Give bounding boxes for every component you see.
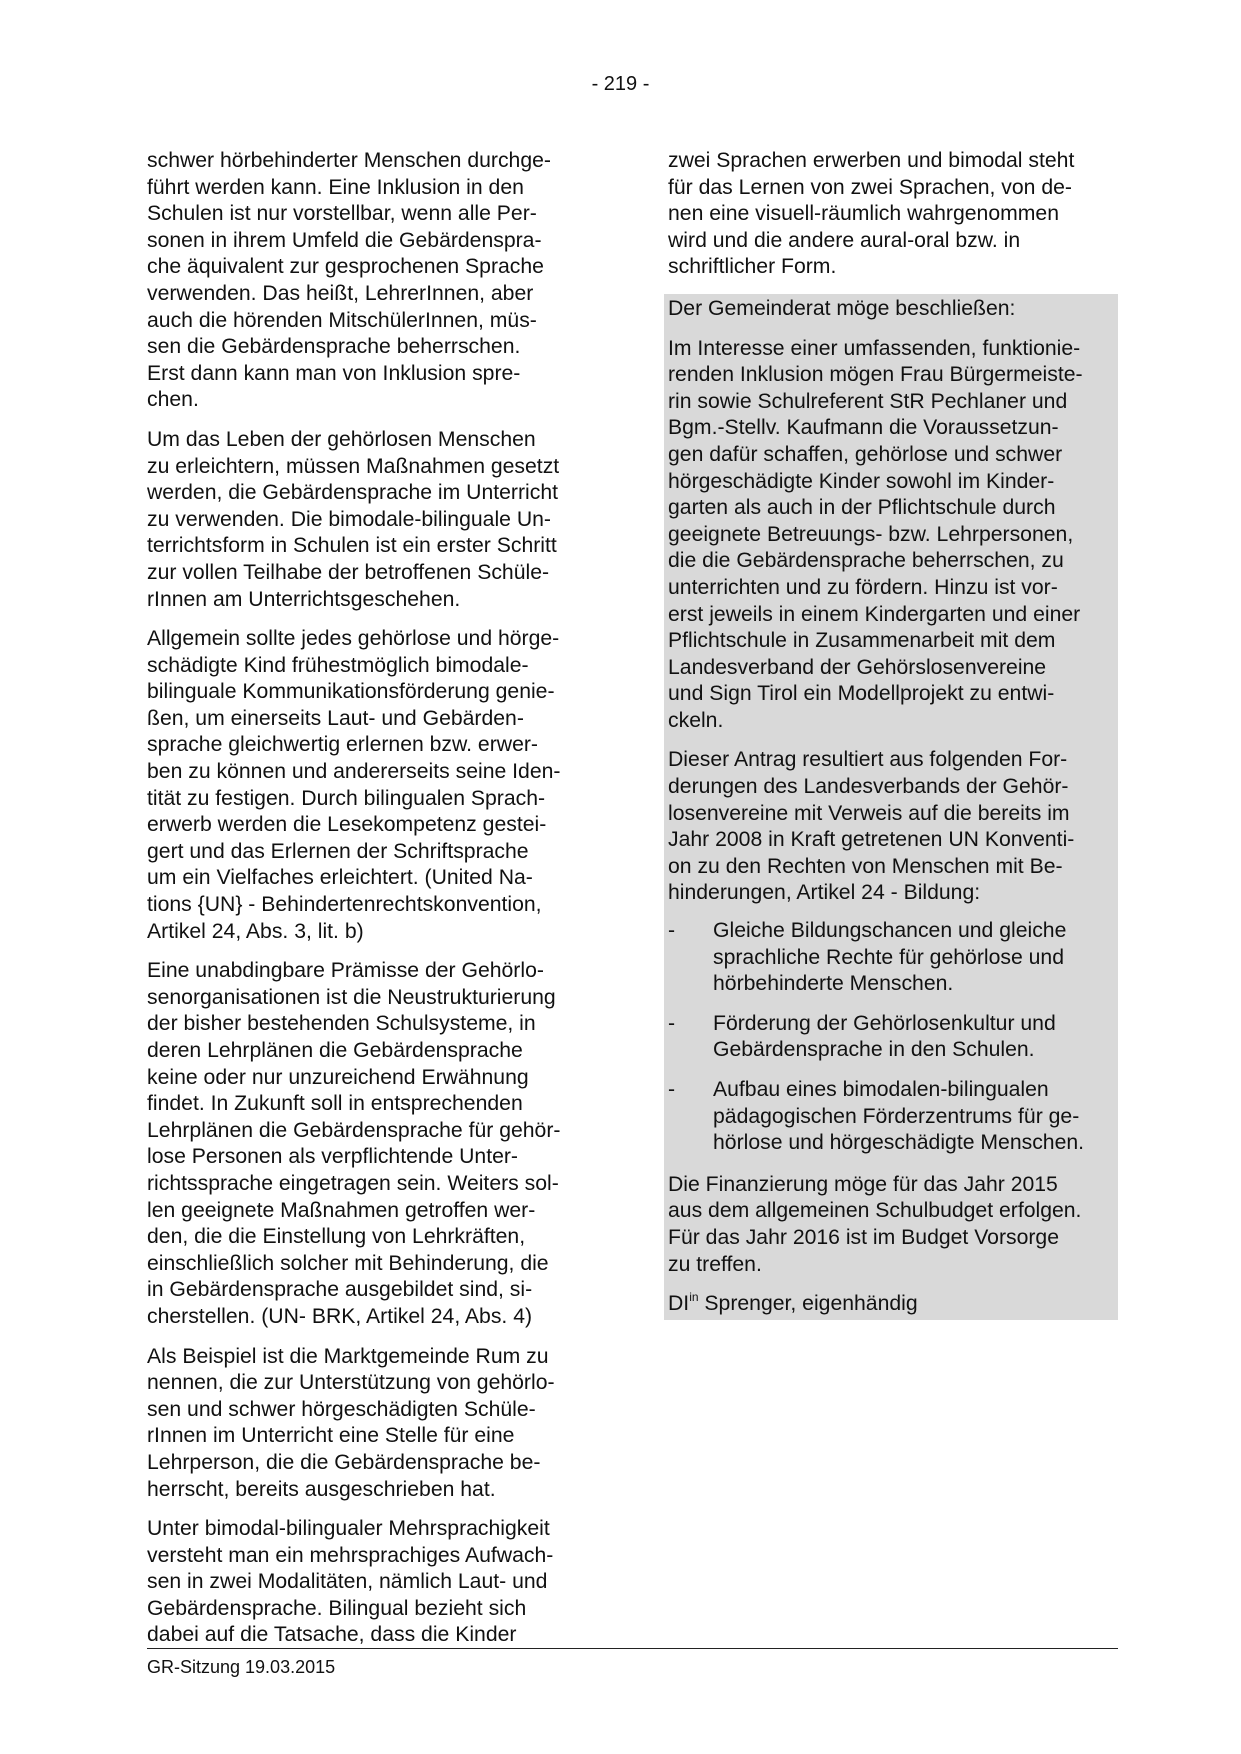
signature [668,1289,1114,1320]
text-line: Artikel 24, Abs. 3, lit. b) [147,919,364,943]
paragraph [147,427,607,613]
text-line: schwer hörbehinderter Menschen durchge- [147,149,551,172]
footer-rule [147,1648,1118,1649]
bullet-dash: - [668,1011,676,1035]
bullet-dash: - [668,919,676,943]
text-line: herrscht, bereits ausgeschrieben hat. [147,1477,496,1501]
text-line: ckeln. [668,708,724,732]
text-line: um ein Vielfaches erleichtert. (United Na- [147,866,533,890]
text-line: gen dafür schaffen, gehörlose und schwer [668,442,1063,466]
text-line: Gebärdensprache in den Schulen. [713,1038,1035,1062]
text-line: sen die Gebärdensprache beherrschen. [147,335,521,359]
text-line: Eine unabdingbare Prämisse der Gehörlo- [147,959,544,983]
left-column [147,148,607,1662]
text-line: derungen des Landesverbands der Gehör- [668,775,1069,799]
footer-session-date: GR-Sitzung 19.03.2015 [147,1657,336,1677]
motion-box [664,294,1118,1320]
text-line: sen und schwer hörgeschädigten Schüle- [147,1397,536,1421]
text-line: der bisher bestehenden Schulsysteme, in [147,1012,536,1036]
text-line: für das Lernen von zwei Sprachen, von de- [668,175,1072,199]
text-line: keine oder nur unzureichend Erwähnung [147,1065,529,1089]
text-line: rin sowie Schulreferent StR Pechlaner und [668,389,1068,413]
list-item-text [713,1077,1114,1157]
text-line: losenvereine mit Verweis auf die bereits im [668,801,1070,825]
text-line: sprachliche Rechte für gehörlose und [713,945,1064,969]
paragraph [147,958,607,1330]
text-line: che äquivalent zur gesprochenen Sprache [147,255,544,279]
text-line: zu erleichtern, müssen Maßnahmen gesetzt [147,454,560,478]
list-item-text [713,918,1114,998]
text-line: dabei auf die Tatsache, dass die Kinder [147,1623,517,1647]
text-line: len geeignete Maßnahmen getroffen wer- [147,1198,536,1222]
motion-resolution [668,334,1114,735]
text-line: schriftlicher Form. [668,255,837,279]
list-item [668,918,1114,998]
text-line: Um das Leben der gehörlosen Menschen [147,427,536,451]
text-line: hörlose und hörgeschädigte Menschen. [713,1131,1085,1155]
signature-text: Sprenger, eigenhändig [698,1292,918,1316]
right-column [668,148,1118,1320]
text-line: führt werden kann. Eine Inklusion in den [147,175,524,199]
text-line: die die Gebärdensprache beherrschen, zu [668,549,1064,573]
text-line: Aufbau eines bimodalen-bilingualen [713,1078,1049,1101]
text-line: unterrichten und zu fördern. Hinzu ist vor- [668,575,1058,599]
text-line: Bgm.-Stellv. Kaufmann die Voraussetzun- [668,416,1059,440]
text-line: nennen, die zur Unterstützung von gehörlo- [147,1371,555,1395]
text-line: lose Personen als verpflichtende Unter- [147,1145,518,1169]
text-line: versteht man ein mehrsprachiges Aufwach- [147,1543,554,1567]
list-item-text [713,1011,1114,1064]
text-line: Im Interesse einer umfassenden, funktionie- [668,336,1081,360]
text-line: gert und das Erlernen der Schriftsprache [147,839,529,863]
text-line: tions {UN} - Behindertenrechtskonvention, [147,893,542,917]
text-line: zur vollen Teilhabe der betroffenen Schüle- [147,560,550,584]
text-line: sprache gleichwertig erlernen bzw. erwer- [147,733,538,757]
text-line: rInnen im Unterricht eine Stelle für eine [147,1424,515,1448]
text-line: deren Lehrplänen die Gebärdensprache [147,1039,523,1062]
text-line: terrichtsform in Schulen ist ein erster Schritt [147,534,557,558]
text-line: pädagogischen Förderzentrums für ge- [713,1104,1080,1128]
text-line: Jahr 2008 in Kraft getretenen UN Konventi- [668,828,1075,852]
text-line: Förderung der Gehörlosenkultur und [713,1011,1056,1035]
text-line: sonen in ihrem Umfeld die Gebärdenspra- [147,228,542,252]
text-line: hörbehinderte Menschen. [713,972,954,996]
paragraph [147,1516,607,1649]
text-line: und Sign Tirol ein Modellprojekt zu entwi- [668,682,1055,706]
text-line: den, die die Einstellung von Lehrkräften, [147,1225,526,1249]
paragraph [668,148,1118,281]
text-line: hinderungen, Artikel 24 - Bildung: [668,881,981,905]
list-item [668,1011,1114,1064]
text-line: erst jeweils in einem Kindergarten und einer [668,602,1081,626]
motion-financing [668,1170,1114,1278]
text-line: Gebärdensprache. Bilingual bezieht sich [147,1596,527,1620]
text-line: in Gebärdensprache ausgebildet sind, si- [147,1278,533,1302]
motion-basis [668,745,1114,907]
text-line: Unter bimodal-bilingualer Mehrsprachigkeit [147,1517,550,1541]
text-line: hörgeschädigte Kinder sowohl im Kinder- [668,469,1055,493]
text-line: Landesverband der Gehörslosenvereine [668,655,1047,679]
paragraph [147,626,607,945]
page-number: - 219 - [591,73,650,95]
text-line: Gleiche Bildungschancen und gleiche [713,919,1067,943]
text-line: renden Inklusion mögen Frau Bürgermeiste- [668,363,1083,387]
text-line: verwenden. Das heißt, LehrerInnen, aber [147,281,534,305]
text-line: garten als auch in der Pflichtschule durch [668,496,1056,520]
text-line: Lehrplänen die Gebärdensprache für gehör- [147,1118,561,1142]
text-line: Für das Jahr 2016 ist im Budget Vorsorge [668,1225,1059,1249]
bullet-dash: - [668,1078,676,1101]
text-line: tität zu festigen. Durch bilingualen Sprach- [147,786,546,810]
text-line: Erst dann kann man von Inklusion spre- [147,361,521,385]
list-item [668,1077,1114,1157]
text-line: senorganisationen ist die Neustrukturierung [147,985,556,1009]
text-line: chen. [147,388,199,412]
text-line: Allgemein sollte jedes gehörlose und hörge- [147,627,560,651]
text-line: schädigte Kind frühestmöglich bimodale- [147,653,529,677]
text-line: Die Finanzierung möge für das Jahr 2015 [668,1172,1058,1196]
text-line: Dieser Antrag resultiert aus folgenden For- [668,748,1068,772]
signature-title: DI [668,1292,690,1316]
text-line: on zu den Rechten von Menschen mit Be- [668,854,1063,878]
text-line: rInnen am Unterrichtsgeschehen. [147,587,461,611]
text-line: zwei Sprachen erwerben und bimodal steht [668,149,1075,172]
text-line: auch die hörenden MitschülerInnen, müs- [147,308,537,332]
text-line: erwerb werden die Lesekompetenz gestei- [147,813,547,837]
text-line: Pflichtschule in Zusammenarbeit mit dem [668,629,1056,653]
text-line: geeignete Betreuungs- bzw. Lehrpersonen, [668,522,1074,546]
text-line: nen eine visuell-räumlich wahrgenommen [668,202,1059,226]
paragraph [147,1344,607,1504]
text-line: findet. In Zukunft soll in entsprechenden [147,1092,523,1116]
paragraph [147,148,607,414]
text-line: werden, die Gebärdensprache im Unterricht [147,481,559,505]
text-line: zu treffen. [668,1252,762,1276]
signature-title-sup: in [689,1290,699,1305]
text-line: cherstellen. (UN- BRK, Artikel 24, Abs. 4) [147,1304,533,1328]
text-line: ben zu können und andererseits seine Iden- [147,760,561,784]
text-line: Schulen ist nur vorstellbar, wenn alle Per- [147,202,537,226]
text-line: sen in zwei Modalitäten, nämlich Laut- und [147,1570,548,1594]
text-line: wird und die andere aural-oral bzw. in [668,228,1021,252]
motion-heading: Der Gemeinderat möge beschließen: [668,296,1016,320]
text-line: aus dem allgemeinen Schulbudget erfolgen. [668,1199,1082,1223]
text-line: zu verwenden. Die bimodale-bilinguale Un- [147,507,551,531]
text-line: Als Beispiel ist die Marktgemeinde Rum zu [147,1344,549,1368]
text-line: bilinguale Kommunikationsförderung genie- [147,680,555,704]
text-line: richtssprache eingetragen sein. Weiters sol- [147,1171,559,1195]
text-line: Lehrperson, die die Gebärdensprache be- [147,1450,541,1474]
text-line: einschließlich solcher mit Behinderung, die [147,1251,549,1275]
text-line: ßen, um einerseits Laut- und Gebärden- [147,706,524,730]
